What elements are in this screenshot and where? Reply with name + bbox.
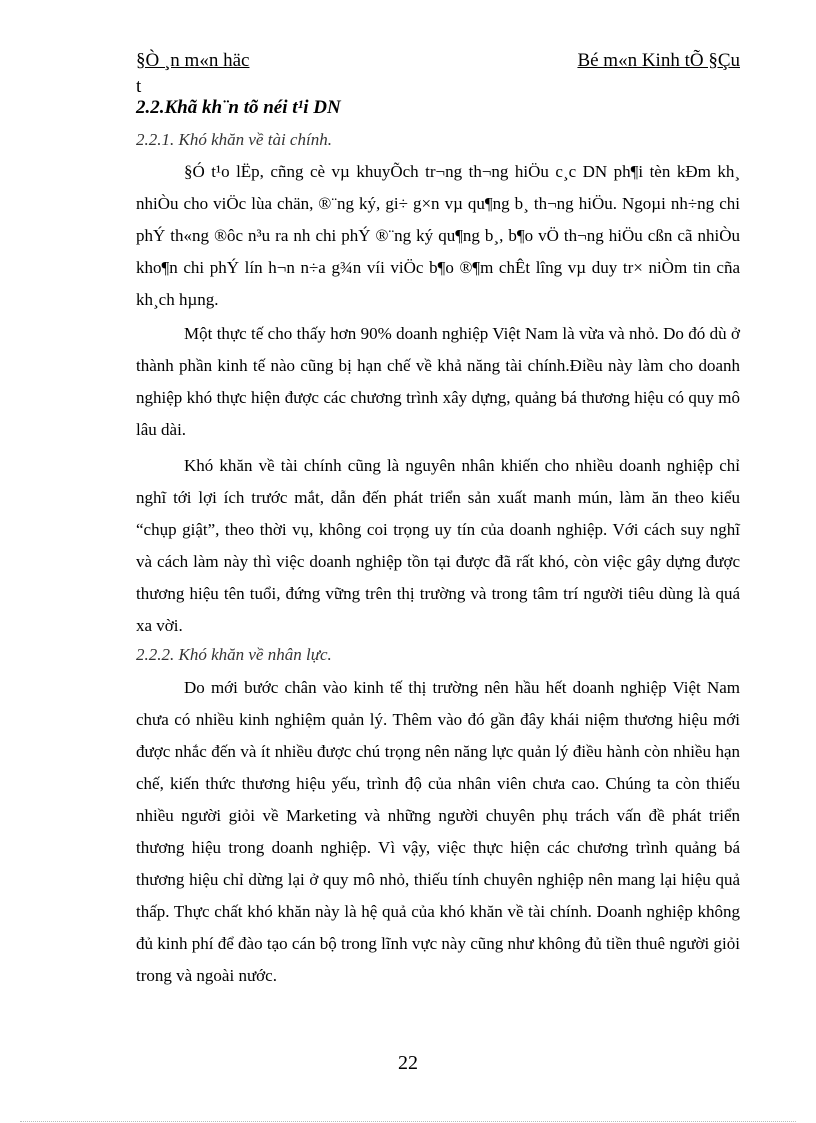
paragraph-finance-intro: §Ó t¹o lËp, cñng cè vµ khuyÕch tr¬ng th¬ng hiÖu c¸c DN ph¶i tèn kÐm kh¸ nhiÒu cho viÖc lùa chän, ®¨ng ký, gi÷ g×n vµ qu¶ng b¸ th¬ng hiÖu. Ngoµi nh÷ng chi phÝ th«ng ®ôc n³u ra nh chi phÝ ®¨ng ký qu¶ng b¸, b¶o vÖ th¬ng hiÖu cßn cã nhiÒu kho¶n chi phÝ lín h¬n n÷a g¾n víi viÖc b¶o ®¶m chÊt lîng vµ duy tr× niÒm tin cña kh¸ch hµng. [136,162,740,309]
paragraph-finance-consequence: Khó khăn về tài chính cũng là nguyên nhân khiến cho nhiều doanh nghiệp chỉ nghĩ tới lợi ích trước mắt, dẫn đến phát triển sản xuất manh mún, làm ăn theo kiểu “chụp giật”, theo thời vụ, không coi trọng uy tín của doanh nghiệp. Với cách suy nghĩ và cách làm này thì việc doanh nghiệp tồn tại được đã rất khó, còn việc gây dựng được thương hiệu tên tuổi, đứng vững trên thị trường và trong tâm trí người tiêu dùng là quá xa vời. [136,456,740,635]
header-left-text: §Ò ¸n m«n häc [136,50,250,71]
paragraph-finance-scale: Một thực tế cho thấy hơn 90% doanh nghiệp Việt Nam là vừa và nhỏ. Do đó dù ở thành phần kinh tế nào cũng bị hạn chế về khả năng tài chính.Điều này làm cho doanh nghiệp khó thực hiện được các chương trình xây dựng, quảng bá thương hiệu có quy mô lâu dài. [136,324,740,439]
subsection-title-human-resources: 2.2.2. Khó khăn về nhân lực. [136,645,332,664]
page-header [136,50,740,76]
page-number: 22 [398,1052,418,1074]
section-title: 2.2.Khã kh¨n tõ néi t¹i DN [136,97,341,118]
subsection-title-finance: 2.2.1. Khó khăn về tài chính. [136,130,332,149]
header-continuation: t [136,76,142,97]
page-bottom-border [20,1121,796,1122]
paragraph-human-resources: Do mới bước chân vào kinh tế thị trường nên hầu hết doanh nghiệp Việt Nam chưa có nhiều kinh nghiệm quản lý. Thêm vào đó gần đây khái niệm thương hiệu mới được nhắc đến và ít nhiều được chú trọng nên năng lực quản lý điều hành còn nhiều hạn chế, kiến thức thương hiệu yếu, trình độ của nhân viên chưa cao. Chúng ta còn thiếu nhiều người giỏi về Marketing và những người chuyên phụ trách vấn đề phát triển thương hiệu trong doanh nghiệp. Vì vậy, việc thực hiện các chương trình quảng bá thương hiệu chỉ dừng lại ở quy mô nhỏ, thiếu tính chuyên nghiệp nên mang lại hiệu quả thấp. Thực chất khó khăn này là hệ quả của khó khăn về tài chính. Doanh nghiệp không đủ kinh phí để đào tạo cán bộ trong lĩnh vực này cũng như không đủ tiền thuê người giỏi trong và ngoài nước. [136,678,740,985]
header-right-text: Bé m«n Kinh tÕ §Çu [577,50,740,71]
